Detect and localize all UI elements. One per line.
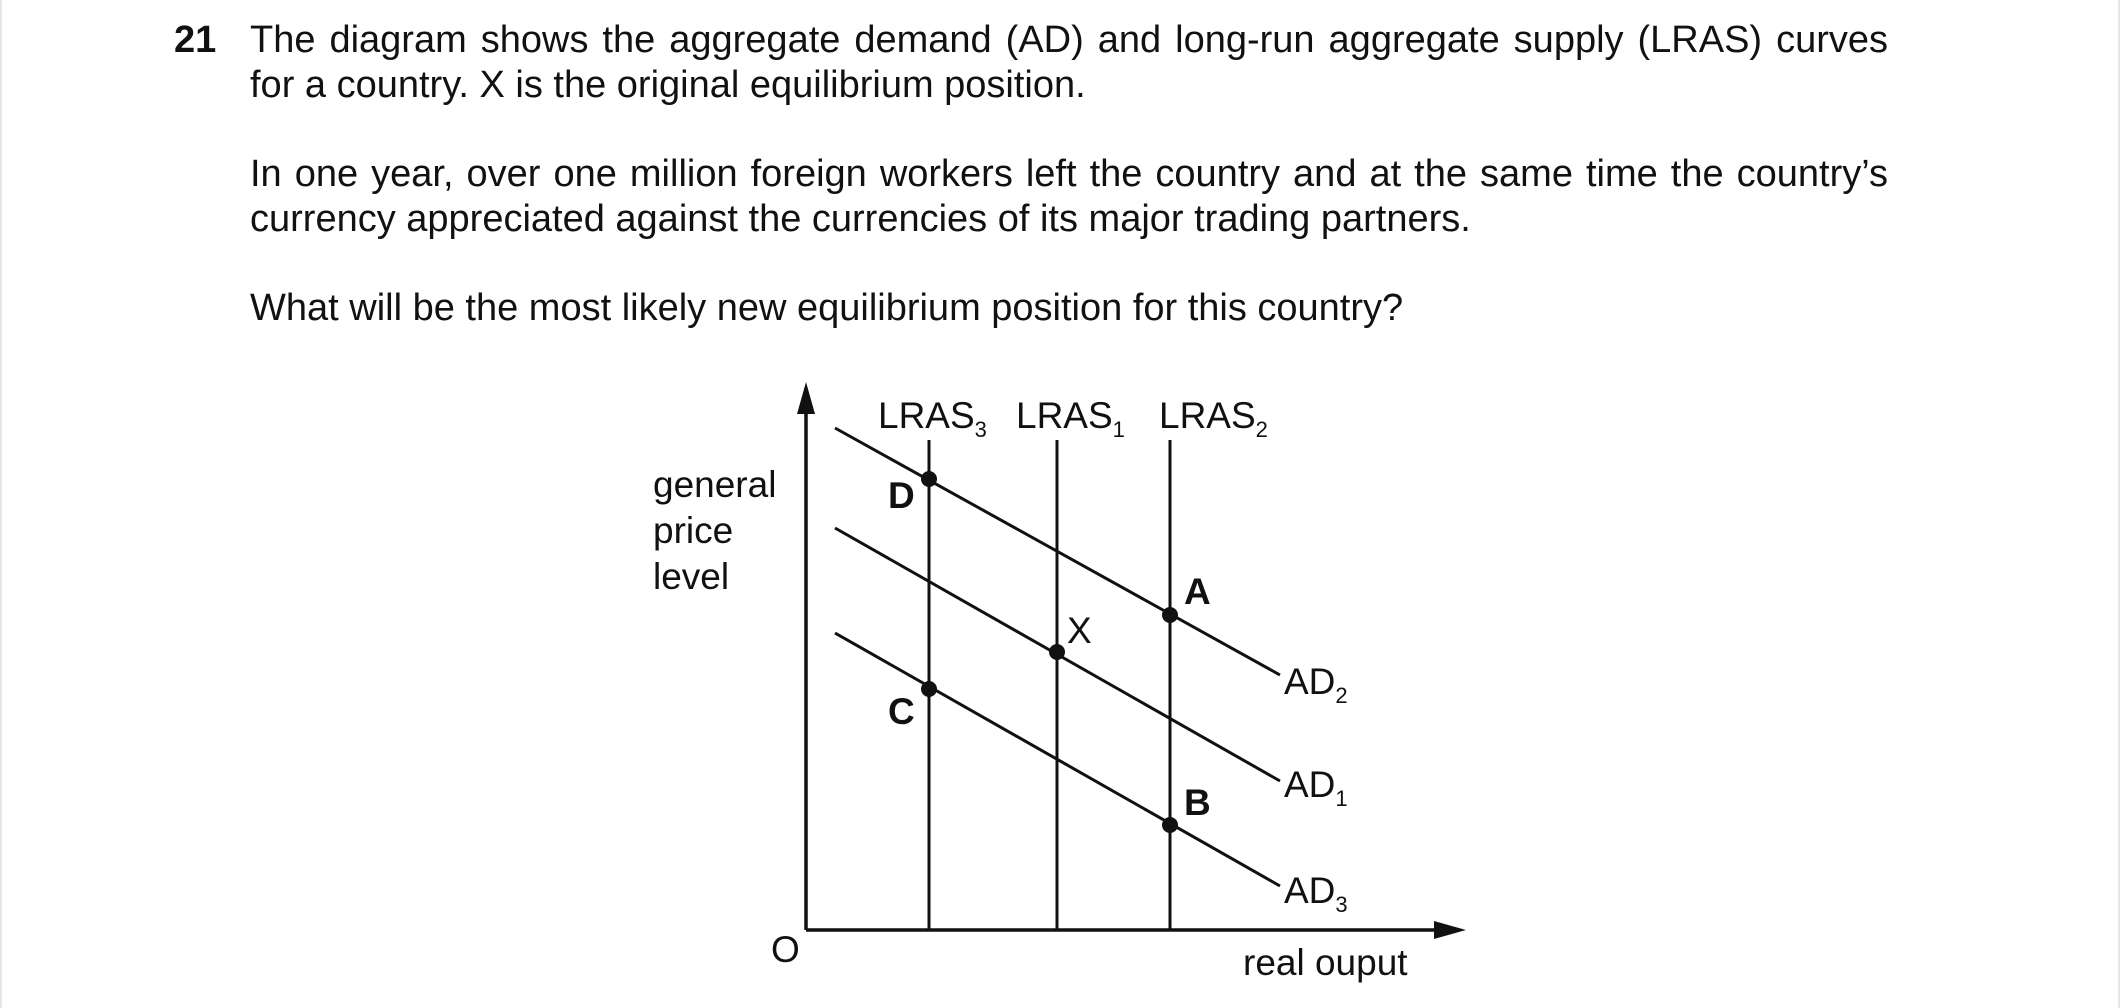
equilibrium-points xyxy=(921,471,1178,833)
y-axis-label-line-3: level xyxy=(653,556,730,597)
lras-3-label: $LRAS_3$ xyxy=(878,395,987,442)
point-a-label: A xyxy=(1184,571,1211,612)
question-intro-paragraph: The diagram shows the aggregate demand (AD) and long-run aggregate supply (LRAS) curves for a country. X is the original equilibrium position. xyxy=(250,19,1888,106)
point-d-dot xyxy=(921,471,937,487)
point-x-dot xyxy=(1049,644,1065,660)
question-number: 21 xyxy=(174,19,217,61)
point-c-label: C xyxy=(888,691,915,732)
lras-2-label: $LRAS_2$ xyxy=(1159,395,1268,442)
lras-labels xyxy=(878,395,1268,442)
point-a-dot xyxy=(1162,607,1178,623)
lras-lines xyxy=(929,440,1170,930)
ad-labels xyxy=(1284,661,1348,917)
ad-2-label: $AD_2$ xyxy=(1284,661,1348,708)
lras-1-label: $LRAS_1$ xyxy=(1016,395,1125,442)
point-c-dot xyxy=(921,681,937,697)
question-prompt: What will be the most likely new equilibrium position for this country? xyxy=(250,287,1404,329)
point-b-dot xyxy=(1162,817,1178,833)
point-x-label: X xyxy=(1067,610,1092,651)
question-scenario-paragraph: In one year, over one million foreign workers left the country and at the same time the country’s currency appreciated against the currencies of its major trading partners. xyxy=(250,153,1888,240)
axes xyxy=(797,382,1466,939)
ad-1-label: $AD_1$ xyxy=(1284,764,1348,811)
x-axis-label: real ouput xyxy=(1243,942,1408,983)
y-axis-label-line-2: price xyxy=(653,510,734,551)
ad-3-label: $AD_3$ xyxy=(1284,870,1348,917)
point-d-label: D xyxy=(888,475,915,516)
y-axis-label-line-1: general xyxy=(653,464,777,505)
point-b-label: B xyxy=(1184,782,1211,823)
origin-label: O xyxy=(771,929,800,970)
x-axis-arrowhead xyxy=(1434,921,1466,939)
y-axis-label xyxy=(653,464,776,597)
y-axis-arrowhead xyxy=(797,382,815,414)
